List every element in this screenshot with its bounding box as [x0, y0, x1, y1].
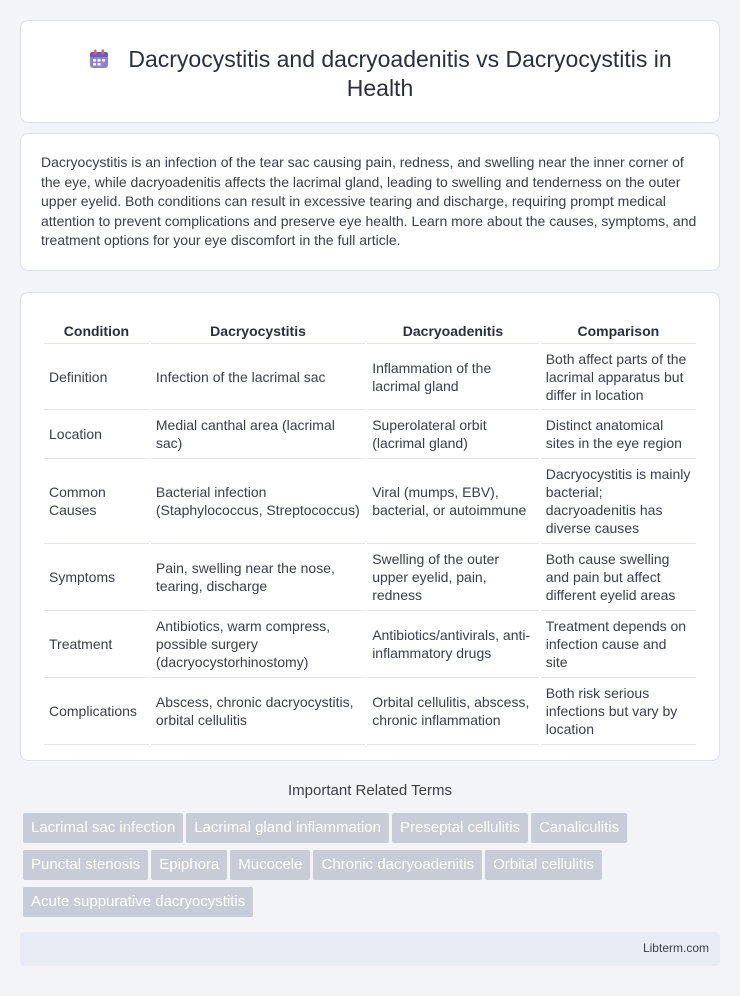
- header-dacryoadenitis: Dacryoadenitis: [367, 313, 539, 344]
- table-cell: Swelling of the outer upper eyelid, pain, redness: [367, 544, 539, 611]
- table-row: [44, 611, 696, 678]
- related-term-tag[interactable]: Acute suppurative dacryocystitis: [23, 887, 253, 917]
- header-card: [20, 20, 720, 123]
- related-term-tag[interactable]: Punctal stenosis: [23, 850, 148, 880]
- table-cell: Infection of the lacrimal sac: [151, 344, 365, 410]
- table-cell: Dacryocystitis is mainly bacterial; dacryoadenitis has diverse causes: [541, 459, 696, 544]
- table-cell: Treatment: [44, 611, 149, 678]
- page-title-text: Dacryocystitis and dacryoadenitis vs Dacryocystitis in Health: [128, 46, 672, 101]
- table-cell: Orbital cellulitis, abscess, chronic inflammation: [367, 678, 539, 745]
- comparison-table: [42, 313, 698, 745]
- table-cell: Antibiotics/antivirals, anti-inflammatory drugs: [367, 611, 539, 678]
- related-term-tag[interactable]: Chronic dacryoadenitis: [313, 850, 482, 880]
- table-row: [44, 678, 696, 745]
- calendar-icon: [88, 48, 110, 70]
- table-cell: Definition: [44, 344, 149, 410]
- table-header-row: [44, 313, 696, 344]
- related-terms-title: Important Related Terms: [288, 782, 452, 799]
- table-row: [44, 459, 696, 544]
- intro-paragraph: Dacryocystitis is an infection of the tear sac causing pain, redness, and swelling near the inner corner of the eye, while dacryoadenitis affects the lacrimal gland, leading to swelling and tenderness on the outer upper eyelid. Both conditions can result in excessive tearing and discharge, requiring prompt medical attention to prevent complications and preserve eye health. Learn more about the causes, symptoms, and treatment options for your eye discomfort in the full article.: [41, 154, 697, 249]
- table-cell: Superolateral orbit (lacrimal gland): [367, 410, 539, 459]
- table-cell: Medial canthal area (lacrimal sac): [151, 410, 365, 459]
- table-cell: Complications: [44, 678, 149, 745]
- table-row: [44, 410, 696, 459]
- table-row: [44, 344, 696, 410]
- table-row: [44, 544, 696, 611]
- table-cell: Location: [44, 410, 149, 459]
- header-dacryocystitis: Dacryocystitis: [151, 313, 365, 344]
- page-title: [61, 45, 699, 103]
- table-cell: Pain, swelling near the nose, tearing, discharge: [151, 544, 365, 611]
- table-cell: Both cause swelling and pain but affect different eyelid areas: [541, 544, 696, 611]
- table-cell: Both affect parts of the lacrimal apparatus but differ in location: [541, 344, 696, 410]
- table-cell: Abscess, chronic dacryocystitis, orbital cellulitis: [151, 678, 365, 745]
- table-cell: Symptoms: [44, 544, 149, 611]
- footer: [20, 932, 720, 966]
- related-term-tag[interactable]: Preseptal cellulitis: [392, 813, 528, 843]
- table-cell: Antibiotics, warm compress, possible surgery (dacryocystorhinostomy): [151, 611, 365, 678]
- intro-card: [20, 133, 720, 271]
- related-term-tag[interactable]: Lacrimal gland inflammation: [186, 813, 389, 843]
- table-cell: Distinct anatomical sites in the eye region: [541, 410, 696, 459]
- table-cell: Common Causes: [44, 459, 149, 544]
- table-cell: Treatment depends on infection cause and site: [541, 611, 696, 678]
- table-body: [44, 344, 696, 745]
- related-term-tag[interactable]: Mucocele: [230, 850, 310, 880]
- related-term-tag[interactable]: Epiphora: [151, 850, 227, 880]
- table-cell: Both risk serious infections but vary by location: [541, 678, 696, 745]
- comparison-table-card: [20, 292, 720, 761]
- related-terms-tags: [23, 813, 723, 924]
- table-cell: Bacterial infection (Staphylococcus, Streptococcus): [151, 459, 365, 544]
- related-term-tag[interactable]: Orbital cellulitis: [485, 850, 602, 880]
- related-term-tag[interactable]: Canaliculitis: [531, 813, 627, 843]
- title-wrap: [61, 45, 699, 103]
- table-cell: Viral (mumps, EBV), bacterial, or autoimmune: [367, 459, 539, 544]
- footer-brand[interactable]: Libterm.com: [642, 941, 709, 955]
- header-comparison: Comparison: [541, 313, 696, 344]
- header-condition: Condition: [44, 313, 149, 344]
- related-term-tag[interactable]: Lacrimal sac infection: [23, 813, 183, 843]
- table-cell: Inflammation of the lacrimal gland: [367, 344, 539, 410]
